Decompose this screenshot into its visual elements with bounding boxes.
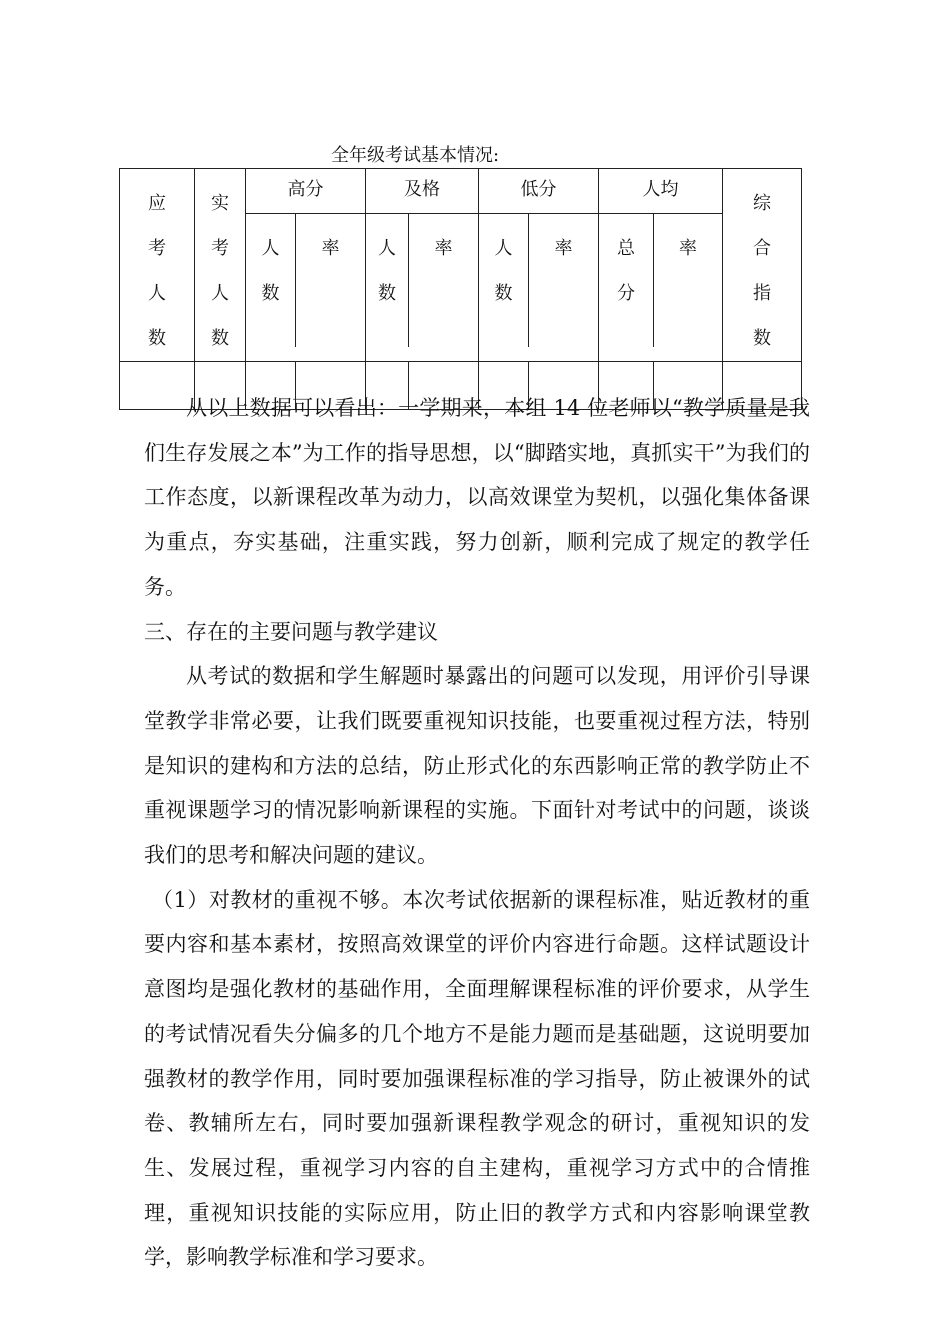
header-group-average: 人均 总 分 率 <box>599 169 723 362</box>
header-actual-count: 实 考 人 数 <box>195 169 246 362</box>
exam-stats-table <box>119 168 802 410</box>
paragraph-problems: 从考试的数据和学生解题时暴露出的问题可以发现，用评价引导课堂教学非常必要，让我们既要重视知识技能，也要重视过程方法，特别是知识的建构和方法的总结，防止形式化的东西影响正常的教学防止不重视课题学习的情况影响新课程的实施。下面针对考试中的问题，谈谈我们的思考和解决问题的建议。 <box>144 664 810 868</box>
table-caption: 全年级考试基本情况: <box>330 145 500 166</box>
header-group-low: 低分 人 数 率 <box>479 169 599 362</box>
paragraph-summary: 从以上数据可以看出：一学期来，本组 14 位老师以“教学质量是我们生存发展之本”为工作的指导思想，以“脚踏实地，真抓实干”为我们的工作态度，以新课程改革为动力，以高效课堂为契机，以强化集体备课为重点，夯实基础，注重实践，努力创新，顺利完成了规定的教学任务。 <box>144 396 810 599</box>
section-heading: 三、存在的主要问题与教学建议 <box>144 619 438 644</box>
header-group-pass: 及格 人 数 率 <box>366 169 479 362</box>
header-composite-index: 综 合 指 数 <box>723 169 802 362</box>
header-group-high: 高分 人 数 率 <box>246 169 366 362</box>
body-text <box>144 386 810 1280</box>
header-expected-count: 应 考 人 数 <box>120 169 195 362</box>
paragraph-point-1: （1）对教材的重视不够。本次考试依据新的课程标准，贴近教材的重要内容和基本素材，按照高效课堂的评价内容进行命题。这样试题设计意图均是强化教材的基础作用，全面理解课程标准的评价要求，从学生的考试情况看失分偏多的几个地方不是能力题而是基础题，这说明要加强教材的教学作用，同时要加强课程标准的学习指导，防止被课外的试卷、教辅所左右，同时要加强新课程教学观念的研讨，重视知识的发生、发展过程，重视学习内容的自主建构，重视学习方式中的合情推理，重视知识技能的实际应用，防止旧的教学方式和内容影响课堂教学，影响教学标准和学习要求。 <box>144 887 810 1270</box>
